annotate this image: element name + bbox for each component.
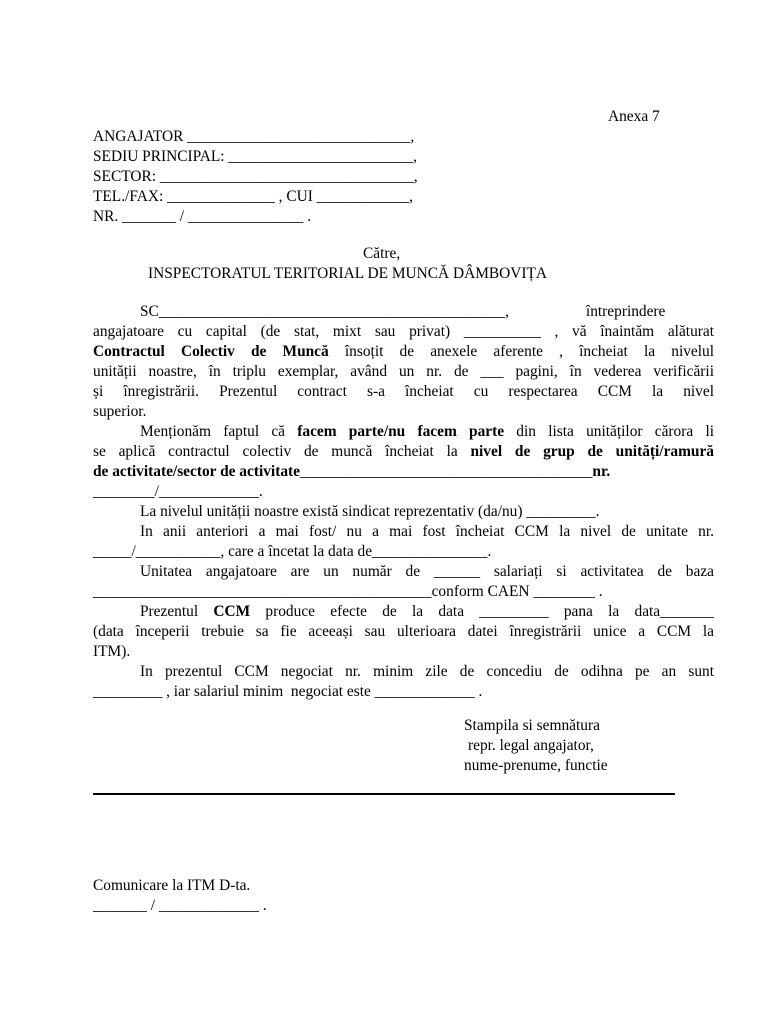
ccm-label: CCM xyxy=(213,603,251,620)
paragraph-1-line-5: și înregistrării. Prezentul contract s-a încheiat cu respectarea CCM la nivel xyxy=(93,383,714,400)
paragraph-7-line-1: In prezentul CCM negociat nr. minim zile de concediu de odihna pe an sunt xyxy=(140,663,714,680)
registration-number-field: NR. _______ / _______________ . xyxy=(93,208,312,225)
itm-communication-number: _______ / _____________ . xyxy=(93,897,267,914)
paragraph-6-line-3: ITM). xyxy=(93,643,131,660)
paragraph-4-line-1: In anii anteriori a mai fost/ nu a mai fost încheiat CCM la nivel de unitate nr. xyxy=(140,523,714,540)
paragraph-2-line-4: ________/_____________. xyxy=(93,483,263,500)
nr-label: nr. xyxy=(592,463,611,480)
paragraph-1-line-1: SC_____________________________________________, întreprindere xyxy=(140,303,666,320)
sector-field: SECTOR: _________________________________, xyxy=(93,168,418,185)
paragraph-1-line-2: angajatoare cu capital (de stat, mixt sau privat) __________ , vă înaintăm alăturat xyxy=(93,323,714,340)
paragraph-1-line-4: unității noastre, în triplu exemplar, având un nr. de ___ pagini, în vederea verificării xyxy=(93,363,714,380)
paragraph-2-text-b: din lista unităților cărora li xyxy=(504,423,714,440)
paragraph-1-line-3-text: însoțit de anexele aferente , încheiat la nivelul xyxy=(328,343,714,360)
activity-blank: ______________________________________ xyxy=(299,463,593,480)
employer-field: ANGAJATOR _____________________________, xyxy=(93,128,415,145)
level-choice-continued: de activitate/sector de activitate xyxy=(93,463,300,480)
paragraph-1-line-6: superior. xyxy=(93,403,147,420)
paragraph-2-text-a: Menționăm faptul că xyxy=(140,423,298,440)
paragraph-2-line-2 xyxy=(93,442,714,462)
paragraph-6-text-b: produce efecte de la data _________ pana la data_______ xyxy=(250,603,715,620)
paragraph-4-line-2: _____/___________, care a încetat la data de_______________. xyxy=(93,543,492,560)
union-statement: La nivelul unității noastre există sindicat reprezentativ (da/nu) _________. xyxy=(140,503,600,520)
separator-line xyxy=(93,793,675,795)
addressee-institution: INSPECTORATUL TERITORIAL DE MUNCĂ DÂMBOVIȚA xyxy=(148,265,548,282)
level-choice: nivel de grup de unități/ramură xyxy=(470,443,714,460)
paragraph-6-line-1 xyxy=(140,602,714,622)
paragraph-7-line-2: _________ , iar salariul minim negociat este _____________ . xyxy=(93,683,483,700)
paragraph-5-line-1: Unitatea angajatoare are un număr de ______ salariați si activitatea de baza xyxy=(140,563,714,580)
paragraph-6-line-2: (data începerii trebuie sa fie aceeași sau ulterioara datei înregistrării unice a CCM la xyxy=(93,623,714,640)
headquarters-field: SEDIU PRINCIPAL: ________________________, xyxy=(93,148,417,165)
annex-number: Anexa 7 xyxy=(608,108,660,125)
paragraph-5-line-2: ____________________________________________conform CAEN ________ . xyxy=(93,583,603,600)
contract-title: Contractul Colectiv de Muncă xyxy=(93,343,329,360)
paragraph-2-text-c: se aplică contractul colectiv de muncă încheiat la xyxy=(93,443,471,460)
signature-stamp-label: Stampila si semnătura xyxy=(464,717,600,734)
addressee-salutation: Către, xyxy=(363,245,401,262)
signature-name-label: nume-prenume, functie xyxy=(464,757,608,774)
paragraph-6-text-a: Prezentul xyxy=(140,603,214,620)
membership-choice: facem parte/nu facem parte xyxy=(297,423,505,440)
tel-fax-cui-field: TEL./FAX: ______________ , CUI ____________, xyxy=(93,188,413,205)
paragraph-1-line-3 xyxy=(93,342,714,362)
paragraph-2-line-1 xyxy=(140,422,714,442)
paragraph-2-line-3 xyxy=(93,462,610,482)
signature-representative-label: repr. legal angajator, xyxy=(468,737,594,754)
itm-communication-label: Comunicare la ITM D-ta. xyxy=(93,877,251,894)
